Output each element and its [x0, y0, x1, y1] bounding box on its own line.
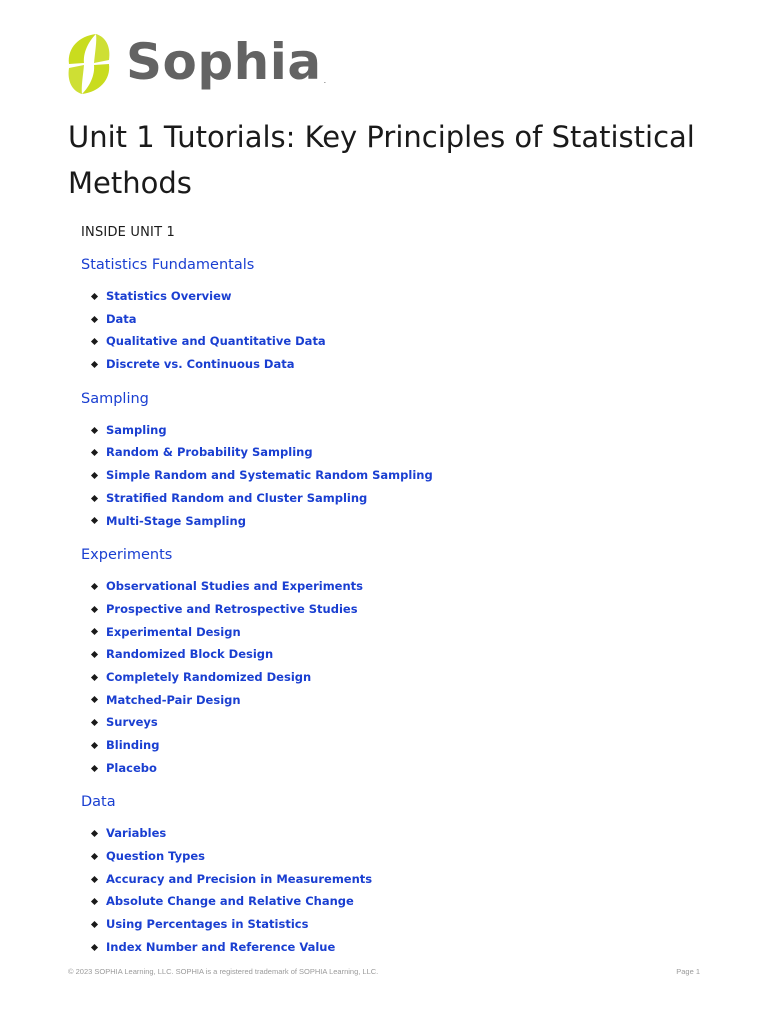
- tutorial-link[interactable]: Accuracy and Precision in Measurements: [106, 871, 373, 886]
- section-item-list: [81, 419, 701, 532]
- list-item: [81, 575, 701, 598]
- unit-label: INSIDE UNIT 1: [81, 225, 176, 240]
- section-heading[interactable]: Experiments: [81, 547, 173, 564]
- diamond-bullet-icon: [91, 583, 98, 590]
- tutorial-link[interactable]: Absolute Change and Relative Change: [106, 894, 354, 909]
- diamond-bullet-icon: [91, 921, 98, 928]
- diamond-bullet-icon: [91, 898, 98, 905]
- list-item: [81, 643, 701, 666]
- section: [81, 254, 701, 376]
- tutorial-link[interactable]: Using Percentages in Statistics: [106, 917, 309, 932]
- section-item-list: [81, 822, 701, 958]
- list-item: [81, 689, 701, 712]
- tutorial-link[interactable]: Index Number and Reference Value: [106, 939, 336, 954]
- footer-copyright: © 2023 SOPHIA Learning, LLC. SOPHIA is a registered trademark of SOPHIA Learning, LLC.: [68, 967, 379, 976]
- list-item: [81, 757, 701, 780]
- sophia-s-leaf-icon: [66, 33, 112, 95]
- tutorial-link[interactable]: Simple Random and Systematic Random Sampling: [106, 468, 433, 483]
- tutorial-link[interactable]: Experimental Design: [106, 624, 241, 639]
- diamond-bullet-icon: [91, 764, 98, 771]
- tutorial-link[interactable]: Random & Probability Sampling: [106, 445, 313, 460]
- tutorial-link[interactable]: Data: [106, 311, 137, 326]
- section: [81, 544, 701, 779]
- diamond-bullet-icon: [91, 674, 98, 681]
- tutorial-link[interactable]: Sampling: [106, 422, 167, 437]
- list-item: [81, 621, 701, 644]
- section-item-list: [81, 575, 701, 779]
- list-item: [81, 308, 701, 331]
- tutorial-link[interactable]: Observational Studies and Experiments: [106, 579, 364, 594]
- list-item: [81, 666, 701, 689]
- page-footer: [68, 967, 700, 976]
- section-heading[interactable]: Data: [81, 794, 116, 811]
- section-heading[interactable]: Statistics Fundamentals: [81, 257, 255, 273]
- sections-list: [81, 254, 701, 959]
- tutorial-link[interactable]: Matched-Pair Design: [106, 692, 241, 707]
- list-item: [81, 419, 701, 442]
- list-item: [81, 711, 701, 734]
- diamond-bullet-icon: [91, 651, 98, 658]
- list-item: [81, 285, 701, 308]
- section-item-list: [81, 285, 701, 376]
- tutorial-link[interactable]: Stratified Random and Cluster Sampling: [106, 490, 368, 505]
- diamond-bullet-icon: [91, 696, 98, 703]
- diamond-bullet-icon: [91, 472, 98, 479]
- logo-trademark-dot: .: [323, 75, 327, 85]
- diamond-bullet-icon: [91, 361, 98, 368]
- logo-wordmark: Sophia: [126, 33, 322, 91]
- diamond-bullet-icon: [91, 876, 98, 883]
- tutorial-link[interactable]: Surveys: [106, 715, 158, 730]
- unit-contents: [81, 222, 701, 959]
- list-item: [81, 464, 701, 487]
- tutorial-link[interactable]: Completely Randomized Design: [106, 669, 312, 684]
- diamond-bullet-icon: [91, 495, 98, 502]
- tutorial-link[interactable]: Variables: [106, 826, 167, 841]
- list-item: [81, 510, 701, 533]
- tutorial-link[interactable]: Randomized Block Design: [106, 647, 274, 662]
- tutorial-link[interactable]: Qualitative and Quantitative Data: [106, 334, 326, 349]
- list-item: [81, 936, 701, 959]
- diamond-bullet-icon: [91, 449, 98, 456]
- list-item: [81, 330, 701, 353]
- diamond-bullet-icon: [91, 719, 98, 726]
- list-item: [81, 845, 701, 868]
- diamond-bullet-icon: [91, 517, 98, 524]
- list-item: [81, 487, 701, 510]
- tutorial-link[interactable]: Discrete vs. Continuous Data: [106, 357, 295, 372]
- diamond-bullet-icon: [91, 742, 98, 749]
- tutorial-link[interactable]: Placebo: [106, 760, 157, 775]
- section: [81, 388, 701, 532]
- diamond-bullet-icon: [91, 315, 98, 322]
- list-item: [81, 734, 701, 757]
- tutorial-link[interactable]: Statistics Overview: [106, 289, 232, 303]
- diamond-bullet-icon: [91, 944, 98, 951]
- tutorial-link[interactable]: Blinding: [106, 738, 160, 752]
- list-item: [81, 598, 701, 621]
- diamond-bullet-icon: [91, 338, 98, 345]
- page-title: Unit 1 Tutorials: Key Principles of Statistical Methods: [68, 120, 695, 200]
- list-item: [81, 822, 701, 845]
- diamond-bullet-icon: [91, 606, 98, 613]
- list-item: [81, 441, 701, 464]
- diamond-bullet-icon: [91, 427, 98, 434]
- list-item: [81, 353, 701, 376]
- diamond-bullet-icon: [91, 830, 98, 837]
- tutorial-link[interactable]: Multi-Stage Sampling: [106, 513, 246, 528]
- footer-page-number: Page 1: [676, 967, 700, 976]
- section: [81, 791, 701, 958]
- tutorial-link[interactable]: Question Types: [106, 849, 205, 864]
- diamond-bullet-icon: [91, 853, 98, 860]
- list-item: [81, 890, 701, 913]
- sophia-logo: [66, 32, 326, 96]
- list-item: [81, 868, 701, 891]
- list-item: [81, 913, 701, 936]
- diamond-bullet-icon: [91, 628, 98, 635]
- diamond-bullet-icon: [91, 293, 98, 300]
- tutorial-link[interactable]: Prospective and Retrospective Studies: [106, 601, 358, 616]
- section-heading[interactable]: Sampling: [81, 390, 149, 407]
